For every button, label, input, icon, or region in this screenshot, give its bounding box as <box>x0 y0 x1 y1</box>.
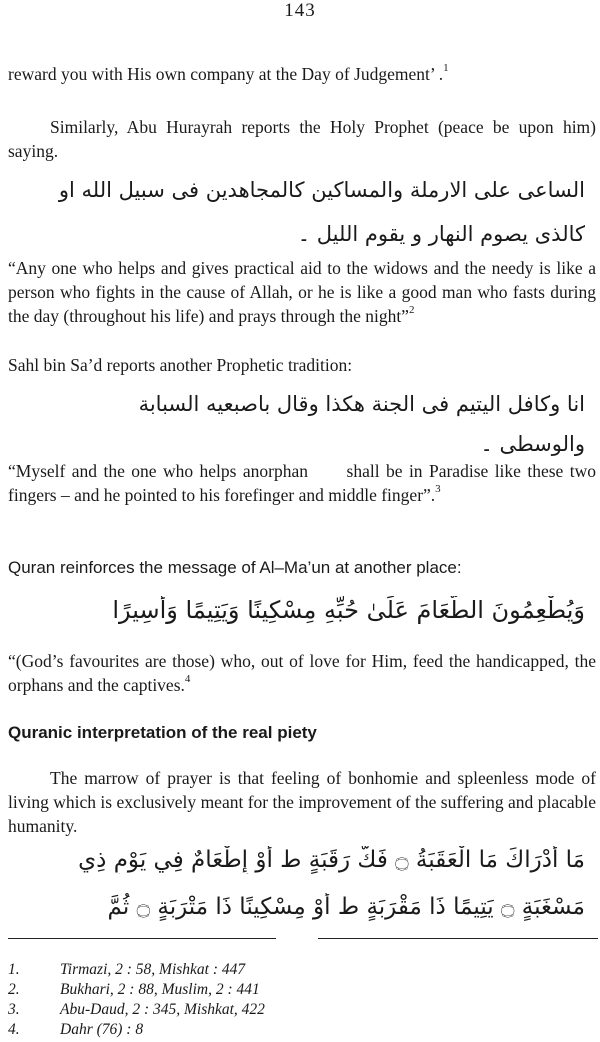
footnote-3 <box>8 1002 265 1018</box>
footnote-rule-left <box>8 938 276 939</box>
paragraph-3 <box>8 256 596 328</box>
footnote-4 <box>8 1022 143 1038</box>
paragraph-8: The marrow of prayer is that feeling of bonhomie and spleenless mode of living which is exclusively meant for the improvement of the suffering and placable humanity. <box>8 768 596 836</box>
paragraph-4: Sahl bin Sa’d reports another Prophetic tradition: <box>8 355 353 375</box>
footnote-1-number: 1. <box>8 961 20 978</box>
paragraph-2: Similarly, Abu Hurayrah reports the Holy Prophet (peace be upon him) saying. <box>8 117 596 161</box>
footnote-3-text: Abu-Daud, 2 : 345, Mishkat, 422 <box>60 1001 265 1018</box>
page-number: 143 <box>284 0 316 21</box>
footnote-1-text: Tirmazi, 2 : 58, Mishkat : 447 <box>60 961 246 978</box>
footnote-3-number: 3. <box>8 1001 20 1018</box>
footnote-4-number: 4. <box>8 1021 20 1038</box>
footnote-1 <box>8 962 245 978</box>
footnote-ref-2: 2 <box>408 304 415 317</box>
footnote-2-text: Bukhari, 2 : 88, Muslim, 2 : 441 <box>60 981 260 998</box>
section-heading: Quranic interpretation of the real piety <box>8 723 317 742</box>
arabic-hadith-2-line-2: والوسطی ۔ <box>480 432 585 456</box>
paragraph-5-text: “Myself and the one who helps anorphan shall be in Paradise like these two fingers – and he pointed to his forefinger and middle finger”. <box>8 461 600 505</box>
quran-verse-2-line-2: مَسْغَبَةٍ ۝ يَتِيمًا ذَا مَقْرَبَةٍ ط أَوْ مِسْكِينًا ذَا مَتْرَبَةٍ ۝ ثُمَّ <box>107 894 585 920</box>
footnote-2 <box>8 982 260 998</box>
arabic-hadith-1-line-1: الساعی علی الارملة والمساکین کالمجاهدین فی سبیل الله او <box>58 178 585 202</box>
footnote-rule-right <box>318 938 598 939</box>
footnote-ref-1: 1 <box>443 62 449 75</box>
footnote-2-number: 2. <box>8 981 20 998</box>
paragraph-7 <box>8 649 596 697</box>
paragraph-3-text: “Any one who helps and gives practical aid to the widows and the needy is like a person who fights in the cause of Allah, or he is like a good man who fasts during the day (throughout his life) and prays through the night” <box>8 258 596 326</box>
paragraph-1-text: reward you with His own company at the Day of Judgement’ . <box>8 64 444 84</box>
footnote-ref-3: 3 <box>435 483 441 496</box>
footnote-ref-4: 4 <box>184 673 191 686</box>
footnote-4-text: Dahr (76) : 8 <box>60 1021 144 1038</box>
paragraph-1 <box>8 62 596 86</box>
quran-verse-1: وَيُطْعِمُونَ الطَّعَامَ عَلَىٰ حُبِّهِ مِسْكِينًا وَيَتِيمًا وَأَسِيرًا <box>112 596 585 624</box>
paragraph-7-text: “(God’s favourites are those) who, out of love for Him, feed the handicapped, the orphans and the captives. <box>8 651 596 695</box>
quran-verse-2-line-1: مَا أَدْرَاكَ مَا الْعَقَبَةُ ۝ فَكُّ رَقَبَةٍ ط أَوْ إِطْعَامٌ فِي يَوْمٍ ذِي <box>78 847 585 873</box>
paragraph-6: Quran reinforces the message of Al–Ma’un at another place: <box>8 558 462 577</box>
arabic-hadith-2-line-1: انا وکافل الیتیم فی الجنة هکذا وقال باصبعیه السبابة <box>138 392 585 416</box>
arabic-hadith-1-line-2: کالذی یصوم النهار و یقوم اللیل ۔ <box>297 222 585 246</box>
paragraph-5 <box>8 459 600 507</box>
